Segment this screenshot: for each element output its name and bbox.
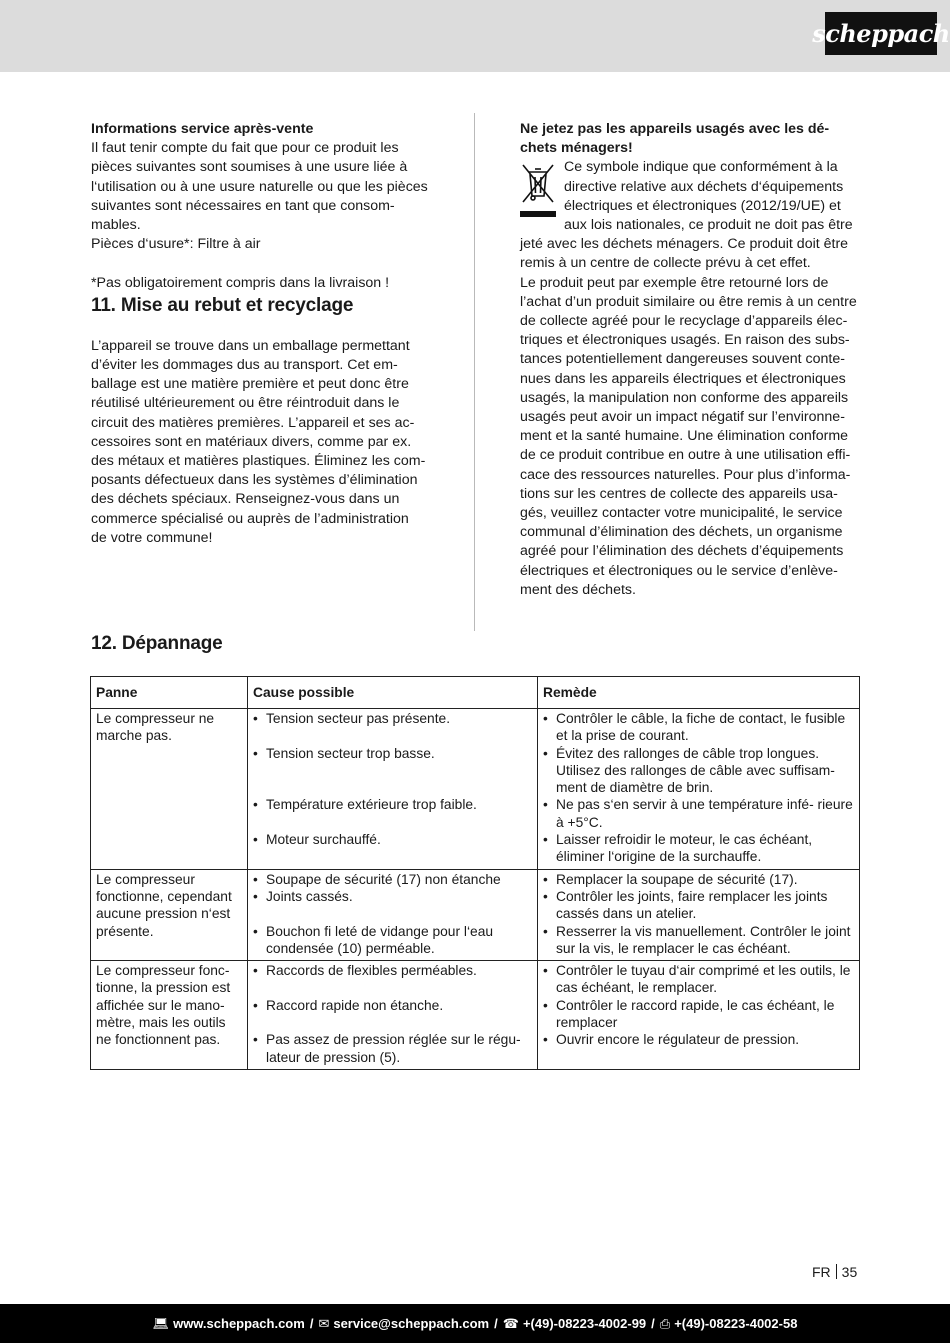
weee-block [520, 158, 859, 235]
column-header-remedy: Remède [538, 677, 860, 709]
footer-phone: +(49)-08223-4002-99 [522, 1316, 647, 1331]
wear-parts-line: Pièces d‘usure*: Filtre à air [91, 236, 261, 253]
text-line: circuit des matières premières. L’appareil et ses ac- [91, 414, 415, 431]
cause-item: • Soupape de sécurité (17) non étanche [253, 871, 531, 888]
text-line: tions sur les centres de collecte des appareils usa- [520, 485, 838, 502]
footer-separator: / [651, 1316, 655, 1331]
footer-website-link[interactable]: www.scheppach.com [173, 1316, 305, 1331]
text-line: des métaux et matières plastiques. Éliminez les com- [91, 453, 426, 470]
cause-item: • Raccords de flexibles perméables. [253, 962, 531, 997]
text-line: cace des ressources naturelles. Pour plus d’informa- [520, 466, 851, 483]
header-band [0, 0, 950, 72]
fault-cell: Le compresseur fonctionne, cependant aucune pression n‘est présente. [91, 869, 248, 960]
weee-title-line: chets ménagers! [520, 140, 633, 157]
recycling-text [91, 337, 430, 548]
text-line: ment des déchets. [520, 581, 636, 598]
fault-cell: Le compresseur ne marche pas. [91, 709, 248, 870]
section-12-title: 12. Dépannage [91, 633, 223, 654]
right-column [520, 120, 859, 600]
text-line: directive relative aux déchets d‘équipements [564, 178, 844, 195]
cause-item: • Tension secteur trop basse. [253, 745, 531, 797]
text-line: de collecte agréé pour le recyclage d’appareils élec- [520, 313, 848, 330]
weee-title [520, 120, 859, 158]
cause-item: • Joints cassés. [253, 888, 531, 923]
text-line: tances potentiellement dangereuses souvent conte- [520, 351, 845, 368]
remedy-item: • Ouvrir encore le régulateur de pression. [543, 1031, 853, 1048]
remedy-item: • Contrôler les joints, faire remplacer les joints cassés dans un atelier. [543, 888, 853, 923]
footer-separator: / [309, 1316, 314, 1331]
cause-cell [248, 709, 538, 870]
text-line: d’éviter les dommages dus au transport. Cet em- [91, 357, 398, 374]
service-info-title: Informations service après-vente [91, 121, 314, 137]
service-info-text [91, 139, 430, 254]
section-11-title: 11. Mise au rebut et recyclage [91, 294, 354, 316]
crossed-out-wheelie-bin-icon [520, 160, 556, 220]
text-line: l‘utilisation ou à une usure naturelle ou que les pièces [91, 178, 428, 195]
cause-item: • Raccord rapide non étanche. [253, 997, 531, 1032]
scheppach-logo: scheppach [825, 12, 937, 55]
text-line: l’achat d’un produit similaire ou être remis à un centre [520, 293, 857, 310]
remedy-item: • Contrôler le câble, la fiche de contact, le fusible et la prise de courant. [543, 710, 853, 745]
weee-side-text [564, 158, 859, 235]
footnote: *Pas obligatoirement compris dans la livraison ! [91, 274, 390, 291]
text-line: cessoires sont en matériaux divers, comme par ex. [91, 433, 412, 450]
troubleshooting-table [90, 676, 860, 1070]
text-line: Ce symbole indique que conformément à la [564, 159, 838, 176]
cause-cell [248, 869, 538, 960]
weee-title-line: Ne jetez pas les appareils usagés avec les dé- [520, 121, 830, 137]
remedy-item: • Laisser refroidir le moteur, le cas échéant, éliminer l‘origine de la surchauffe. [543, 831, 853, 866]
footer-separator: / [494, 1316, 498, 1331]
page-number [812, 1264, 857, 1280]
text-line: posants défectueux dans les systèmes d’élimination [91, 472, 418, 489]
text-line: ment et la santé humaine. Une élimination conforme [520, 428, 849, 445]
text-line: Le produit peut par exemple être retourné lors de [520, 274, 829, 291]
text-line: agréé pour l’élimination des déchets d’équipements [520, 543, 844, 560]
text-line: usagés, la manipulation non conforme des appareils [520, 389, 849, 406]
text-line: suivantes sont nécessaires en tant que consom- [91, 197, 395, 214]
text-line: mables. [91, 217, 141, 234]
text-line: aux lois nationales, ce produit ne doit pas être [564, 217, 853, 234]
page-number-separator [836, 1264, 837, 1279]
envelope-icon: ✉︎ [318, 1315, 330, 1331]
remedy-item: • Remplacer la soupape de sécurité (17). [543, 871, 853, 888]
text-line: des déchets spéciaux. Renseignez-vous dans un [91, 491, 400, 508]
text-line: jeté avec les déchets ménagers. Ce produit doit être [520, 236, 849, 253]
column-header-cause: Cause possible [248, 677, 538, 709]
footer-fax: +(49)-08223-4002-58 [674, 1316, 798, 1331]
computer-icon: 💻︎ [152, 1315, 170, 1331]
fault-cell: Le compresseur fonc- tionne, la pression est affichée sur le mano- mètre, mais les outils ne fonctionnent pas. [91, 961, 248, 1070]
footer-bar [0, 1304, 950, 1343]
remedy-item: • Ne pas s‘en servir à une température infé- rieure à +5°C. [543, 796, 853, 831]
table-row [91, 869, 860, 960]
page-number-value: 35 [841, 1264, 858, 1280]
cause-item: • Pas assez de pression réglée sur le régu- lateur de pression (5). [253, 1031, 531, 1066]
text-line: communal d’élimination des déchets, un organisme [520, 524, 843, 541]
table-header-row [91, 677, 860, 709]
language-code: FR [812, 1264, 831, 1280]
table-row [91, 961, 860, 1070]
remedy-item: • Contrôler le raccord rapide, le cas échéant, le remplacer [543, 997, 853, 1032]
telephone-icon: ☎︎ [502, 1315, 519, 1331]
column-header-fault: Panne [91, 677, 248, 709]
text-line: pièces suivantes sont soumises à une usure liée à [91, 159, 408, 176]
text-line: Il faut tenir compte du fait que pour ce produit les [91, 140, 399, 157]
cause-item: • Moteur surchauffé. [253, 831, 531, 866]
text-line: gés, veuillez contacter votre municipalité, le service [520, 505, 843, 522]
text-line: réutilisé ultérieurement ou être réintroduit dans le [91, 395, 400, 412]
cause-cell [248, 961, 538, 1070]
text-line: remis à un centre de collecte prévu à cet effet. [520, 255, 811, 272]
text-line: nues dans les appareils électriques et électroniques [520, 370, 846, 387]
cause-item: • Bouchon fi leté de vidange pour l‘eau condensée (10) perméable. [253, 923, 531, 958]
remedy-item: • Évitez des rallonges de câble trop longues. Utilisez des rallonges de câble avec suffisam- ment de diamètre de brin. [543, 745, 853, 797]
text-line: de votre commune! [91, 529, 213, 546]
text-line: de ce produit contribue en outre à une utilisation effi- [520, 447, 851, 464]
table-row [91, 709, 860, 870]
text-line: électriques et électroniques (2012/19/UE) et [564, 197, 841, 214]
weee-text [520, 235, 859, 600]
text-line: ballage est une matière première et peut donc être [91, 376, 409, 393]
text-line: triques et électroniques usagés. En raison des subs- [520, 332, 850, 349]
text-line: L’appareil se trouve dans un emballage permettant [91, 337, 410, 354]
remedy-cell [538, 709, 860, 870]
text-line: commerce spécialisé ou auprès de l’administration [91, 510, 409, 527]
remedy-cell [538, 961, 860, 1070]
column-divider [474, 113, 475, 631]
text-line: usagés peut avoir un impact négatif sur l’environne- [520, 409, 845, 426]
remedy-item: • Resserrer la vis manuellement. Contrôler le joint sur la vis, le remplacer le cas échéant. [543, 923, 853, 958]
cause-item: • Tension secteur pas présente. [253, 710, 531, 745]
footer-email-link[interactable]: service@scheppach.com [333, 1316, 490, 1331]
fax-icon: ⎙ [659, 1315, 671, 1331]
left-column [91, 120, 430, 548]
cause-item: • Température extérieure trop faible. [253, 796, 531, 831]
remedy-item: • Contrôler le tuyau d‘air comprimé et les outils, le cas échéant, le remplacer. [543, 962, 853, 997]
text-line: électriques et électroniques ou le service d’enlève- [520, 562, 838, 579]
remedy-cell [538, 869, 860, 960]
